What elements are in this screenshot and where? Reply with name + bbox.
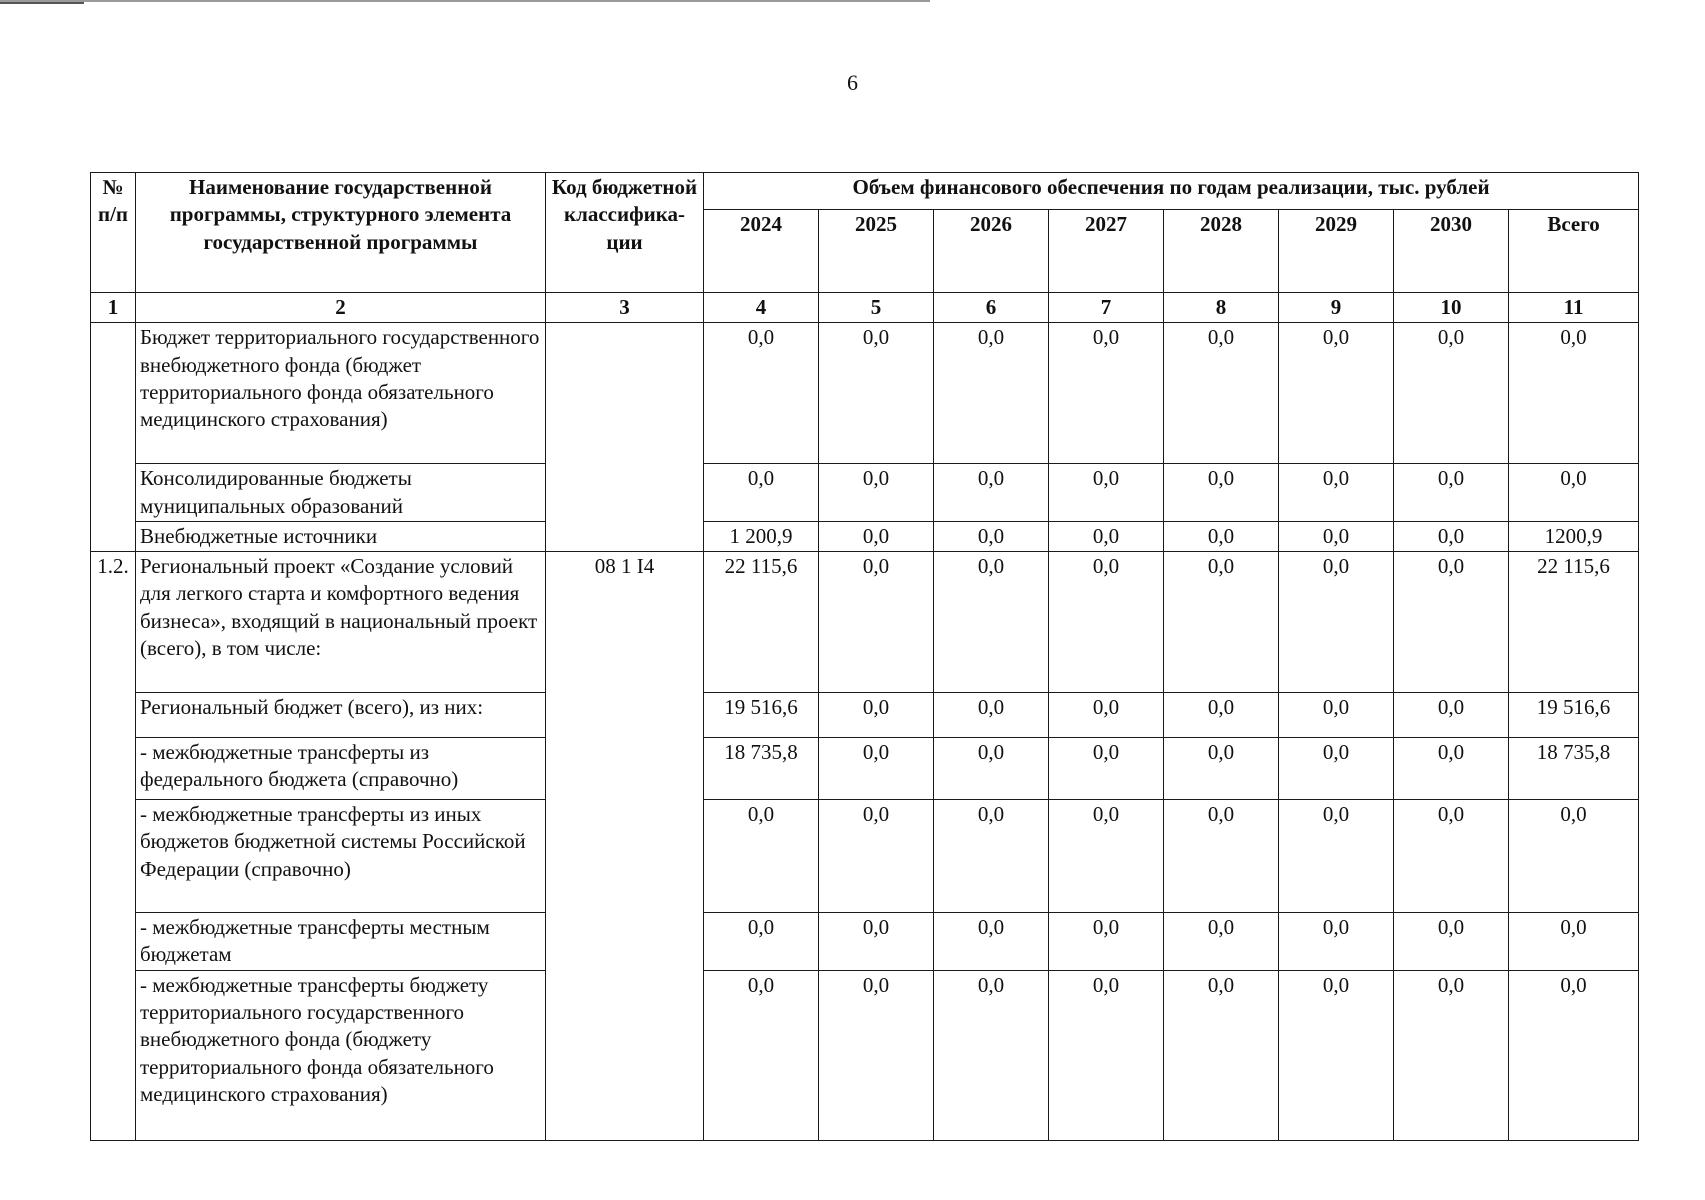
table-row — [91, 800, 1639, 913]
table-row — [91, 552, 1639, 693]
value-2024: 0,0 — [704, 323, 819, 464]
value-total: 22 115,6 — [1509, 552, 1639, 693]
row-name: Внебюджетные источники — [136, 521, 546, 551]
row-name: Консолидированные бюджеты муниципальных образований — [136, 464, 546, 522]
column-number: 6 — [934, 293, 1049, 323]
value-2030: 0,0 — [1394, 323, 1509, 464]
value-2030: 0,0 — [1394, 693, 1509, 738]
value-2030: 0,0 — [1394, 913, 1509, 971]
value-2026: 0,0 — [934, 800, 1049, 913]
value-2025: 0,0 — [819, 693, 934, 738]
value-2028: 0,0 — [1164, 800, 1279, 913]
column-number: 4 — [704, 293, 819, 323]
value-2027: 0,0 — [1049, 970, 1164, 1140]
header-year: 2030 — [1394, 210, 1509, 293]
value-total: 19 516,6 — [1509, 693, 1639, 738]
value-2025: 0,0 — [819, 970, 934, 1140]
value-2029: 0,0 — [1279, 552, 1394, 693]
value-2028: 0,0 — [1164, 521, 1279, 551]
value-2028: 0,0 — [1164, 970, 1279, 1140]
column-number: 3 — [546, 293, 704, 323]
value-2029: 0,0 — [1279, 738, 1394, 800]
value-2028: 0,0 — [1164, 738, 1279, 800]
header-total: Всего — [1509, 210, 1639, 293]
value-2027: 0,0 — [1049, 552, 1164, 693]
column-number: 7 — [1049, 293, 1164, 323]
page-number: 6 — [847, 70, 858, 95]
value-2028: 0,0 — [1164, 913, 1279, 971]
value-2025: 0,0 — [819, 913, 934, 971]
value-2025: 0,0 — [819, 323, 934, 464]
value-2024: 1 200,9 — [704, 521, 819, 551]
value-2026: 0,0 — [934, 738, 1049, 800]
value-2026: 0,0 — [934, 521, 1049, 551]
value-2027: 0,0 — [1049, 738, 1164, 800]
row-name: - межбюджетные трансферты из иных бюджетов бюджетной системы Российской Федерации (справочно) — [136, 800, 546, 913]
financing-table — [90, 172, 1639, 1141]
value-2029: 0,0 — [1279, 913, 1394, 971]
value-2027: 0,0 — [1049, 693, 1164, 738]
value-2024: 0,0 — [704, 970, 819, 1140]
table-row — [91, 693, 1639, 738]
value-2028: 0,0 — [1164, 323, 1279, 464]
value-total: 0,0 — [1509, 970, 1639, 1140]
value-total: 0,0 — [1509, 464, 1639, 522]
scan-edge-mark — [0, 2, 84, 4]
value-2024: 0,0 — [704, 913, 819, 971]
value-2025: 0,0 — [819, 521, 934, 551]
value-2027: 0,0 — [1049, 521, 1164, 551]
row-name: - межбюджетные трансферты бюджету территориального государственного внебюджетного фонда (бюджету территориального фонда обязательного медицинского страхования) — [136, 970, 546, 1140]
scan-edge-line — [0, 0, 930, 2]
table-row — [91, 521, 1639, 551]
column-number: 8 — [1164, 293, 1279, 323]
value-2029: 0,0 — [1279, 464, 1394, 522]
column-number: 5 — [819, 293, 934, 323]
row-name: Региональный бюджет (всего), из них: — [136, 693, 546, 738]
header-year: 2027 — [1049, 210, 1164, 293]
value-2026: 0,0 — [934, 552, 1049, 693]
value-2025: 0,0 — [819, 738, 934, 800]
value-2024: 18 735,8 — [704, 738, 819, 800]
value-total: 18 735,8 — [1509, 738, 1639, 800]
value-2028: 0,0 — [1164, 693, 1279, 738]
column-number: 2 — [136, 293, 546, 323]
value-total: 0,0 — [1509, 800, 1639, 913]
value-2030: 0,0 — [1394, 800, 1509, 913]
header-code: Код бюджетной классифика-ции — [546, 173, 704, 293]
value-2030: 0,0 — [1394, 464, 1509, 522]
row-index-cell — [91, 323, 136, 552]
value-total: 1200,9 — [1509, 521, 1639, 551]
value-2024: 0,0 — [704, 800, 819, 913]
value-2030: 0,0 — [1394, 738, 1509, 800]
value-2026: 0,0 — [934, 693, 1049, 738]
value-2025: 0,0 — [819, 552, 934, 693]
header-year: 2026 — [934, 210, 1049, 293]
value-total: 0,0 — [1509, 913, 1639, 971]
header-year: 2029 — [1279, 210, 1394, 293]
column-number: 10 — [1394, 293, 1509, 323]
value-2029: 0,0 — [1279, 521, 1394, 551]
value-2028: 0,0 — [1164, 552, 1279, 693]
column-number: 11 — [1509, 293, 1639, 323]
value-2024: 19 516,6 — [704, 693, 819, 738]
row-index: 1.2. — [91, 552, 136, 1141]
column-number: 1 — [91, 293, 136, 323]
value-2025: 0,0 — [819, 800, 934, 913]
table-row — [91, 464, 1639, 522]
value-2026: 0,0 — [934, 913, 1049, 971]
table-row — [91, 913, 1639, 971]
value-2029: 0,0 — [1279, 693, 1394, 738]
value-2024: 22 115,6 — [704, 552, 819, 693]
row-name: - межбюджетные трансферты из федерального бюджета (справочно) — [136, 738, 546, 800]
value-2027: 0,0 — [1049, 913, 1164, 971]
value-total: 0,0 — [1509, 323, 1639, 464]
value-2028: 0,0 — [1164, 464, 1279, 522]
row-name: Бюджет территориального государственного внебюджетного фонда (бюджет территориального фонда обязательного медицинского страхования) — [136, 323, 546, 464]
value-2026: 0,0 — [934, 464, 1049, 522]
value-2029: 0,0 — [1279, 323, 1394, 464]
table-row — [91, 323, 1639, 464]
value-2030: 0,0 — [1394, 552, 1509, 693]
column-number: 9 — [1279, 293, 1394, 323]
row-name: Региональный проект «Создание условий для легкого старта и комфортного ведения бизнеса», входящий в национальный проект (всего), в том числе: — [136, 552, 546, 693]
header-num: № п/п — [91, 173, 136, 293]
row-code-cell — [546, 323, 704, 552]
value-2027: 0,0 — [1049, 800, 1164, 913]
value-2029: 0,0 — [1279, 800, 1394, 913]
value-2026: 0,0 — [934, 970, 1049, 1140]
table-row — [91, 738, 1639, 800]
row-name: - межбюджетные трансферты местным бюджетам — [136, 913, 546, 971]
value-2024: 0,0 — [704, 464, 819, 522]
value-2026: 0,0 — [934, 323, 1049, 464]
header-year: 2024 — [704, 210, 819, 293]
header-year: 2028 — [1164, 210, 1279, 293]
table-row — [91, 970, 1639, 1140]
column-number-row — [91, 293, 1639, 323]
header-volume: Объем финансового обеспечения по годам реализации, тыс. рублей — [704, 173, 1639, 210]
header-year: 2025 — [819, 210, 934, 293]
value-2030: 0,0 — [1394, 970, 1509, 1140]
value-2027: 0,0 — [1049, 323, 1164, 464]
value-2030: 0,0 — [1394, 521, 1509, 551]
value-2025: 0,0 — [819, 464, 934, 522]
header-name: Наименование государственной программы, структурного элемента государственной программы — [136, 173, 546, 293]
value-2027: 0,0 — [1049, 464, 1164, 522]
row-code: 08 1 I4 — [546, 552, 704, 1141]
value-2029: 0,0 — [1279, 970, 1394, 1140]
